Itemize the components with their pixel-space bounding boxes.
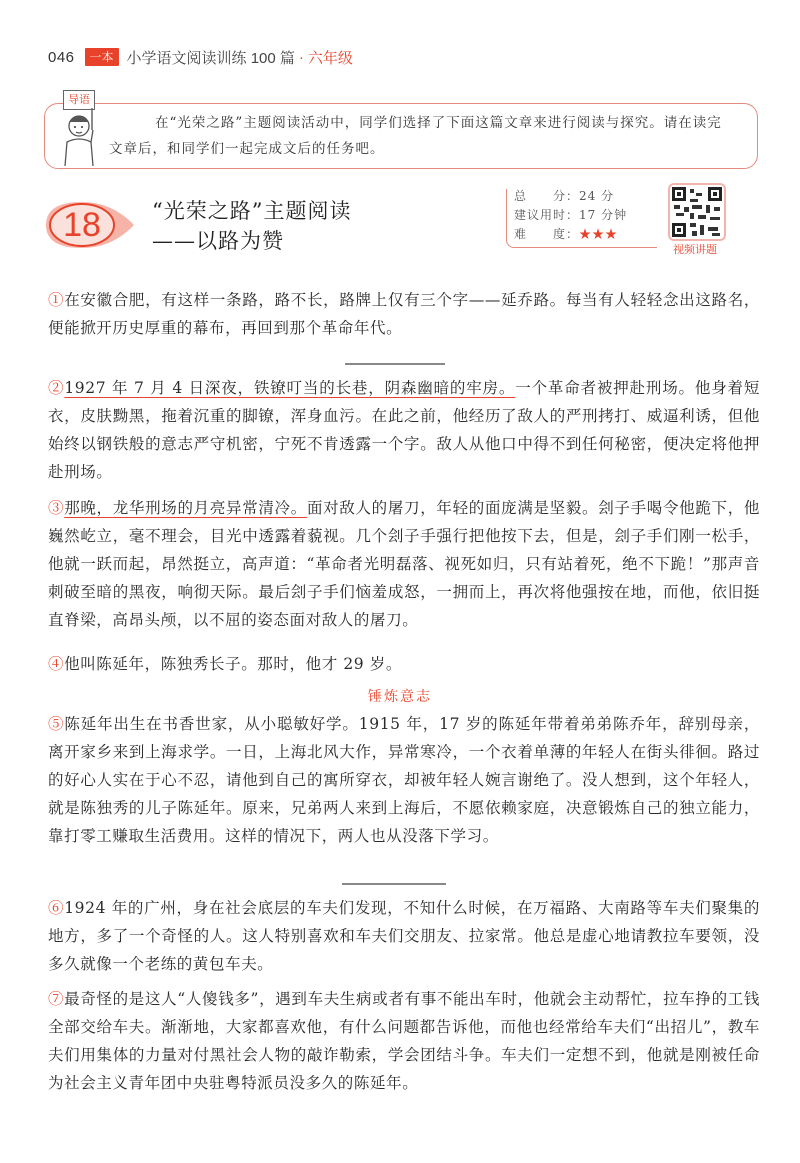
paragraph-number: ① — [48, 291, 65, 309]
section-heading: 锤炼意志 — [368, 689, 432, 705]
section-divider — [345, 363, 445, 365]
student-illustration — [59, 90, 105, 168]
paragraph-number: ④ — [48, 655, 65, 673]
paragraph-2 — [48, 374, 760, 486]
paragraph-1 — [48, 286, 760, 342]
guide-text-line2: 文章后，和同学们一起完成文后的任务吧。 — [109, 141, 385, 157]
series-title: 小学语文阅读训练 100 篇 — [126, 49, 295, 67]
score-row — [514, 187, 627, 206]
grade-label: 六年级 — [307, 49, 353, 67]
score-label: 总 分： — [514, 189, 580, 203]
video-explanation-label[interactable]: 视频讲题 — [673, 244, 717, 256]
paragraph-4 — [48, 650, 760, 678]
section-divider — [342, 883, 446, 885]
guide-box — [44, 93, 758, 169]
time-value: 17 分钟 — [579, 208, 628, 222]
paragraph-text: 一个革命者被押赴刑场。他身着短衣，皮肤黝黑，拖着沉重的脚镣，浑身血污。在此之前，他经历了敌人的严刑拷打、威逼利诱，但他始终以钢铁般的意志严守机密，宁死不肯透露一个字。敌人从他口中得不到任何秘密，便决定将他押赴刑场。 — [48, 379, 760, 481]
difficulty-stars: ★★★ — [579, 227, 619, 241]
lesson-title-line2: ——以路为赞 — [152, 229, 284, 253]
lesson-number-badge — [42, 198, 142, 252]
paragraph-number: ⑤ — [48, 715, 65, 733]
paragraph-text: 面对敌人的屠刀，年轻的面庞满是坚毅。刽子手喝令他跪下，他巍然屹立，毫不理会，目光中透露着藐视。几个刽子手强行把他按下去，但是，刽子手们刚一松手，他就一跃而起，昂然挺立，高声道：“革命者光明磊落、视死如归，只有站着死，绝不下跪！”那声音刺破至暗的黑夜，响彻天际。最后刽子手们恼羞成怒，一拥而上，再次将他强按在地，而他，依旧挺直脊梁，高昂头颅，以不屈的姿态面对敌人的屠刀。 — [48, 499, 760, 629]
underlined-sentence: 1927 年 7 月 4 日深夜，铁镣叮当的长巷，阴森幽暗的牢房。 — [64, 379, 516, 397]
time-row — [514, 206, 627, 225]
score-value: 24 分 — [579, 189, 615, 203]
qr-code-icon — [672, 187, 722, 237]
time-label: 建议用时： — [514, 208, 580, 222]
paragraph-text: 他叫陈延年，陈独秀长子。那时，他才 29 岁。 — [64, 655, 402, 673]
paragraph-7 — [48, 985, 760, 1097]
guide-sign: 导语 — [63, 90, 95, 110]
student-figure-icon — [59, 90, 105, 168]
paragraph-3 — [48, 494, 760, 634]
paragraph-number: ⑥ — [48, 899, 65, 917]
page-number: 046 — [48, 48, 75, 66]
paragraph-5 — [48, 710, 760, 850]
brand-badge: 一本 — [85, 48, 119, 66]
lesson-number: 18 — [63, 206, 101, 244]
paragraph-text: 在安徽合肥，有这样一条路，路不长，路牌上仅有三个字——延乔路。每当有人轻轻念出这路名，便能掀开历史厚重的幕布，再回到那个革命年代。 — [48, 291, 760, 337]
paragraph-text: 陈延年出生在书香世家，从小聪敏好学。1915 年，17 岁的陈延年带着弟弟陈乔年，辞别母亲，离开家乡来到上海求学。一日，上海北风大作，异常寒冷，一个衣着单薄的年轻人在街头徘徊。路过的好心人实在于心不忍，请他到自己的寓所穿衣，却被年轻人婉言谢绝了。没人想到，这个年轻人，就是陈独秀的儿子陈延年。原来，兄弟两人来到上海后，不愿依赖家庭，决意锻炼自己的独立能力，靠打零工赚取生活费用。这样的情况下，两人也从没落下学习。 — [48, 715, 760, 845]
paragraph-number: ③ — [48, 499, 65, 517]
underlined-sentence: 那晚，龙华刑场的月亮异常清冷。 — [64, 499, 307, 517]
separator: · — [298, 48, 304, 66]
paragraph-6 — [48, 894, 760, 978]
page-header — [48, 45, 353, 69]
paragraph-text: 1924 年的广州，身在社会底层的车夫们发现，不知什么时候，在万福路、大南路等车夫们聚集的地方，多了一个奇怪的人。这人特别喜欢和车夫们交朋友、拉家常。他总是虚心地请教拉车要领，没多久就像一个老练的黄包车夫。 — [48, 899, 760, 973]
guide-text-line1: 在“光荣之路”主题阅读活动中，同学们选择了下面这篇文章来进行阅读与探究。请在读完 — [155, 115, 722, 131]
guide-text — [109, 110, 745, 162]
paragraph-number: ⑦ — [48, 990, 65, 1008]
paragraph-number: ② — [48, 379, 65, 397]
lesson-title-line1: “光荣之路”主题阅读 — [152, 199, 352, 223]
paragraph-text: 最奇怪的是这人“人傻钱多”，遇到车夫生病或者有事不能出车时，他就会主动帮忙，拉车挣的工钱全部交给车夫。渐渐地，大家都喜欢他，有什么问题都告诉他，而他也经常给车夫们“出招儿”，教车夫们用集体的力量对付黑社会人物的敲诈勒索，学会团结斗争。车夫们一定想不到，他就是刚被任命为社会主义青年团中央驻粤特派员没多久的陈延年。 — [48, 990, 760, 1092]
difficulty-row — [514, 225, 627, 244]
difficulty-label: 难 度： — [514, 227, 580, 241]
lesson-info — [506, 187, 666, 255]
lesson-title — [152, 196, 351, 256]
qr-code[interactable] — [668, 183, 726, 241]
